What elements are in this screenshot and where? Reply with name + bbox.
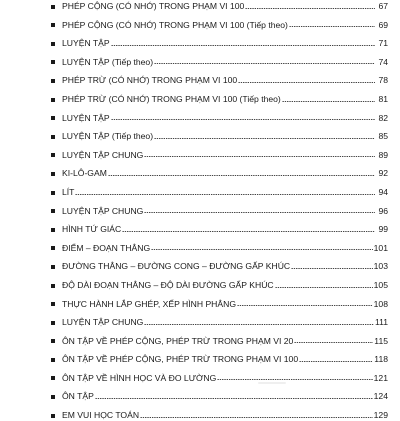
toc-entry-page: 105 bbox=[373, 279, 388, 290]
toc-entry[interactable] bbox=[48, 67, 388, 86]
toc-entry[interactable] bbox=[48, 272, 388, 291]
toc-entry[interactable] bbox=[48, 291, 388, 310]
dot-leader bbox=[140, 417, 373, 418]
toc-entry[interactable] bbox=[48, 216, 388, 235]
dot-leader bbox=[237, 305, 373, 306]
dot-leader bbox=[154, 63, 375, 64]
dot-leader bbox=[144, 324, 374, 325]
toc-entry-title: ĐIỂM – ĐOẠN THẲNG bbox=[62, 242, 151, 253]
toc-entry-page: 74 bbox=[378, 56, 388, 67]
toc-entry-page: 82 bbox=[378, 112, 388, 123]
toc-entry[interactable] bbox=[48, 179, 388, 198]
toc-entry[interactable] bbox=[48, 12, 388, 31]
toc-entry[interactable] bbox=[48, 365, 388, 384]
toc-entry-page: 121 bbox=[373, 372, 388, 383]
dot-leader bbox=[238, 82, 375, 83]
toc-entry-title: PHÉP CỘNG (CÓ NHỚ) TRONG PHẠM VI 100 bbox=[62, 1, 245, 11]
dot-leader bbox=[275, 287, 373, 288]
toc-entry-page: 81 bbox=[378, 93, 388, 104]
dot-leader bbox=[108, 175, 375, 176]
toc-entry-title: HÌNH TỨ GIÁC bbox=[62, 224, 122, 235]
dot-leader bbox=[75, 194, 375, 195]
dot-leader bbox=[111, 45, 375, 46]
toc-entry-title: LUYỆN TẬP (Tiếp theo) bbox=[62, 131, 154, 142]
dot-leader bbox=[95, 398, 373, 399]
toc-entry[interactable] bbox=[48, 328, 388, 347]
toc-entry-title: ÔN TẬP VỀ HÌNH HỌC VÀ ĐO LƯỜNG bbox=[62, 372, 217, 383]
square-bullet-icon bbox=[48, 299, 62, 309]
toc-entry-title: LUYỆN TẬP CHUNG bbox=[62, 149, 144, 160]
toc-entry-title: ÔN TẬP VỀ PHÉP CỘNG, PHÉP TRỪ TRONG PHẠM VI 100 bbox=[62, 354, 299, 365]
dot-leader bbox=[154, 138, 375, 139]
square-bullet-icon bbox=[48, 262, 62, 272]
square-bullet-icon bbox=[48, 243, 62, 253]
toc-entry-page: 124 bbox=[373, 391, 388, 402]
toc-entry-page: 94 bbox=[378, 186, 388, 197]
toc-entry-page: 115 bbox=[374, 335, 388, 346]
square-bullet-icon bbox=[48, 281, 62, 291]
square-bullet-icon bbox=[48, 411, 62, 421]
toc-entry[interactable] bbox=[48, 346, 388, 365]
dot-leader bbox=[151, 249, 372, 250]
toc-entry[interactable] bbox=[48, 0, 388, 12]
toc-entry[interactable] bbox=[48, 86, 388, 105]
square-bullet-icon bbox=[48, 225, 62, 235]
dot-leader bbox=[111, 119, 375, 120]
toc-entry-page: 92 bbox=[378, 168, 388, 179]
toc-entry-page: 89 bbox=[378, 149, 388, 160]
toc-entry-title: PHÉP CỘNG (CÓ NHỚ) TRONG PHẠM VI 100 (Tiếp theo) bbox=[62, 19, 288, 30]
square-bullet-icon bbox=[48, 355, 62, 365]
toc-entry-page: 85 bbox=[378, 131, 388, 142]
toc-entry-page: 101 bbox=[373, 242, 388, 253]
table-of-contents bbox=[48, 0, 388, 421]
square-bullet-icon bbox=[48, 76, 62, 86]
square-bullet-icon bbox=[48, 150, 62, 160]
dot-leader bbox=[122, 231, 375, 232]
square-bullet-icon bbox=[48, 132, 62, 142]
dot-leader bbox=[144, 212, 375, 213]
dot-leader bbox=[144, 156, 375, 157]
toc-entry-page: 118 bbox=[374, 354, 388, 365]
toc-entry-page: 111 bbox=[374, 317, 388, 328]
square-bullet-icon bbox=[48, 373, 62, 383]
dot-leader bbox=[294, 342, 373, 343]
square-bullet-icon bbox=[48, 392, 62, 402]
toc-entry-page: 129 bbox=[373, 410, 388, 421]
toc-entry[interactable] bbox=[48, 30, 388, 49]
toc-entry-title: THỰC HÀNH LẮP GHÉP, XẾP HÌNH PHẲNG bbox=[62, 298, 237, 309]
dot-leader bbox=[282, 101, 375, 102]
toc-entry-page: 103 bbox=[373, 261, 388, 272]
paper-smudge bbox=[258, 382, 286, 384]
toc-entry-page: 69 bbox=[378, 19, 388, 30]
toc-entry-page: 96 bbox=[378, 205, 388, 216]
dot-leader bbox=[217, 379, 372, 380]
toc-entry-title: LUYỆN TẬP CHUNG bbox=[62, 317, 144, 328]
toc-entry[interactable] bbox=[48, 49, 388, 68]
toc-entry[interactable] bbox=[48, 160, 388, 179]
square-bullet-icon bbox=[48, 206, 62, 216]
toc-entry[interactable] bbox=[48, 235, 388, 254]
square-bullet-icon bbox=[48, 39, 62, 49]
toc-entry-page: 78 bbox=[378, 75, 388, 86]
square-bullet-icon bbox=[48, 113, 62, 123]
toc-entry[interactable] bbox=[48, 309, 388, 328]
toc-entry-title: ĐƯỜNG THẲNG – ĐƯỜNG CONG – ĐƯỜNG GẤP KHÚC bbox=[62, 261, 291, 272]
toc-entry-title: PHÉP TRỪ (CÓ NHỚ) TRONG PHẠM VI 100 bbox=[62, 75, 238, 86]
dot-leader bbox=[291, 268, 373, 269]
toc-entry[interactable] bbox=[48, 105, 388, 124]
toc-entry-title: KI-LÔ-GAM bbox=[62, 168, 107, 179]
dot-leader bbox=[245, 8, 375, 9]
toc-entry-title: LUYỆN TẬP CHUNG bbox=[62, 205, 144, 216]
toc-entry[interactable] bbox=[48, 198, 388, 217]
toc-entry[interactable] bbox=[48, 123, 388, 142]
toc-entry-title: ÔN TẬP bbox=[62, 391, 94, 402]
toc-entry-title: ÔN TẬP VỀ PHÉP CỘNG, PHÉP TRỪ TRONG PHẠM VI 20 bbox=[62, 335, 294, 346]
toc-entry-title: LUYỆN TẬP (Tiếp theo) bbox=[62, 56, 154, 67]
square-bullet-icon bbox=[48, 318, 62, 328]
square-bullet-icon bbox=[48, 95, 62, 105]
dot-leader bbox=[289, 26, 375, 27]
dot-leader bbox=[299, 361, 373, 362]
toc-entry[interactable] bbox=[48, 253, 388, 272]
toc-entry[interactable] bbox=[48, 402, 388, 421]
toc-entry[interactable] bbox=[48, 142, 388, 161]
toc-entry-page: 108 bbox=[373, 298, 388, 309]
toc-entry[interactable] bbox=[48, 383, 388, 402]
toc-entry-title: EM VUI HỌC TOÁN bbox=[62, 410, 140, 421]
toc-entry-title: LÍT bbox=[62, 186, 75, 197]
toc-entry-title: ĐỘ DÀI ĐOẠN THẲNG – ĐỘ DÀI ĐƯỜNG GẤP KHÚC bbox=[62, 279, 274, 290]
toc-entry-page: 67 bbox=[378, 1, 388, 11]
square-bullet-icon bbox=[48, 2, 62, 12]
toc-entry-page: 99 bbox=[378, 224, 388, 235]
square-bullet-icon bbox=[48, 20, 62, 30]
square-bullet-icon bbox=[48, 336, 62, 346]
toc-entry-title: LUYỆN TẬP bbox=[62, 112, 110, 123]
square-bullet-icon bbox=[48, 188, 62, 198]
toc-entry-page: 71 bbox=[378, 38, 388, 49]
toc-entry-title: PHÉP TRỪ (CÓ NHỚ) TRONG PHẠM VI 100 (Tiếp theo) bbox=[62, 93, 281, 104]
square-bullet-icon bbox=[48, 57, 62, 67]
square-bullet-icon bbox=[48, 169, 62, 179]
toc-entry-title: LUYỆN TẬP bbox=[62, 38, 110, 49]
